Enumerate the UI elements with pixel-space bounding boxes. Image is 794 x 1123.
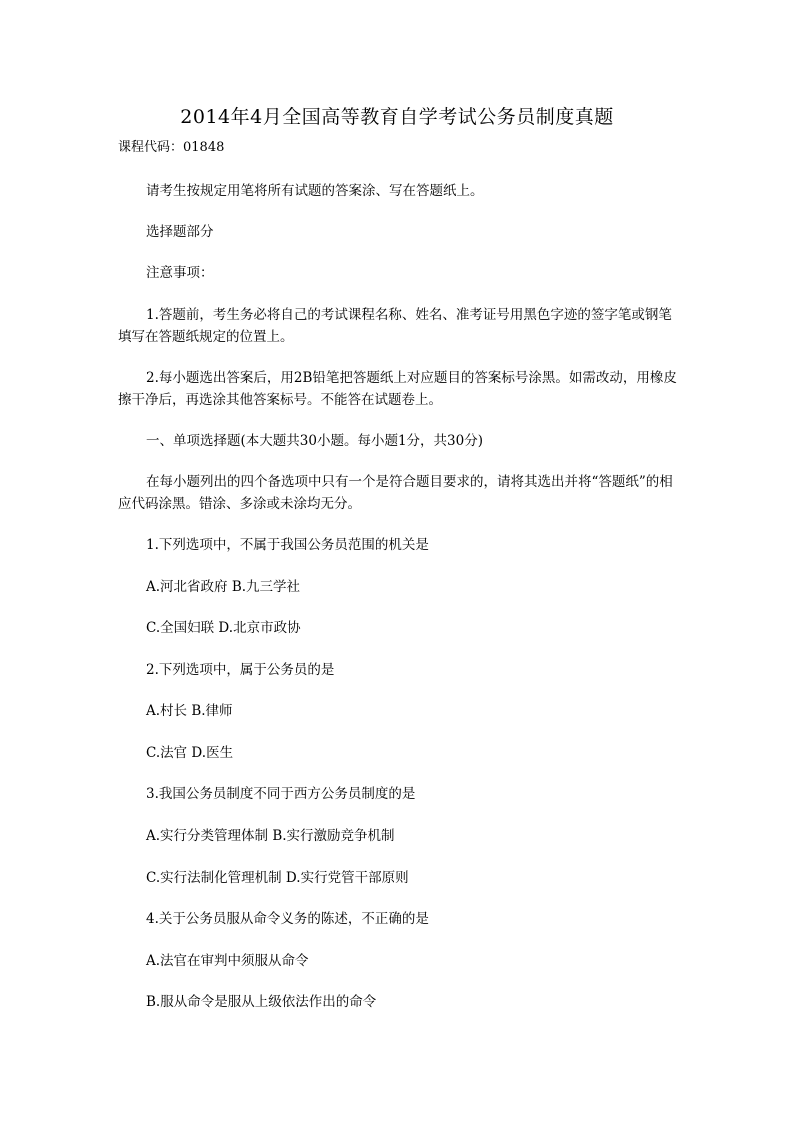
question-4-stem: 4.关于公务员服从命令义务的陈述，不正确的是 bbox=[146, 911, 429, 927]
question-3-stem: 3.我国公务员制度不同于西方公务员制度的是 bbox=[146, 786, 416, 802]
question-2-stem: 2.下列选项中，属于公务员的是 bbox=[146, 662, 335, 678]
question-2-options-cd: C.法官 D.医生 bbox=[146, 745, 234, 761]
instruction-text: 请考生按规定用笔将所有试题的答案涂、写在答题纸上。 bbox=[146, 183, 484, 199]
part-one-instruction: 在每小题列出的四个备选项中只有一个是符合题目要求的，请将其选出并将“答题纸”的相应代码涂黑。错涂、多涂或未涂均无分。 bbox=[118, 474, 673, 512]
question-1-stem: 1.下列选项中，不属于我国公务员范围的机关是 bbox=[146, 537, 429, 553]
part-one-heading: 一、单项选择题(本大题共30小题。每小题1分，共30分) bbox=[146, 433, 483, 449]
course-code: 课程代码：01848 bbox=[118, 140, 225, 155]
section-choice-heading: 选择题部分 bbox=[146, 224, 214, 240]
question-3-options-ab: A.实行分类管理体制 B.实行激励竞争机制 bbox=[146, 828, 395, 844]
question-2-options-ab: A.村长 B.律师 bbox=[146, 703, 233, 719]
question-1-options-cd: C.全国妇联 D.北京市政协 bbox=[146, 620, 301, 636]
notice-item-1: 1.答题前，考生务必将自己的考试课程名称、姓名、准考证号用黑色字迹的签字笔或钢笔填写在答题纸规定的位置上。 bbox=[118, 307, 672, 345]
page-title: 2014年4月全国高等教育自学考试公务员制度真题 bbox=[180, 106, 614, 128]
question-3-options-cd: C.实行法制化管理机制 D.实行党管干部原则 bbox=[146, 870, 409, 886]
question-4-option-b: B.服从命令是服从上级依法作出的命令 bbox=[146, 994, 377, 1010]
question-1-options-ab: A.河北省政府 B.九三学社 bbox=[146, 579, 301, 595]
notice-heading: 注意事项： bbox=[146, 265, 214, 281]
notice-item-2: 2.每小题选出答案后，用2B铅笔把答题纸上对应题目的答案标号涂黑。如需改动，用橡皮擦干净后，再选涂其他答案标号。不能答在试题卷上。 bbox=[118, 370, 677, 408]
question-4-option-a: A.法官在审判中须服从命令 bbox=[146, 953, 309, 969]
